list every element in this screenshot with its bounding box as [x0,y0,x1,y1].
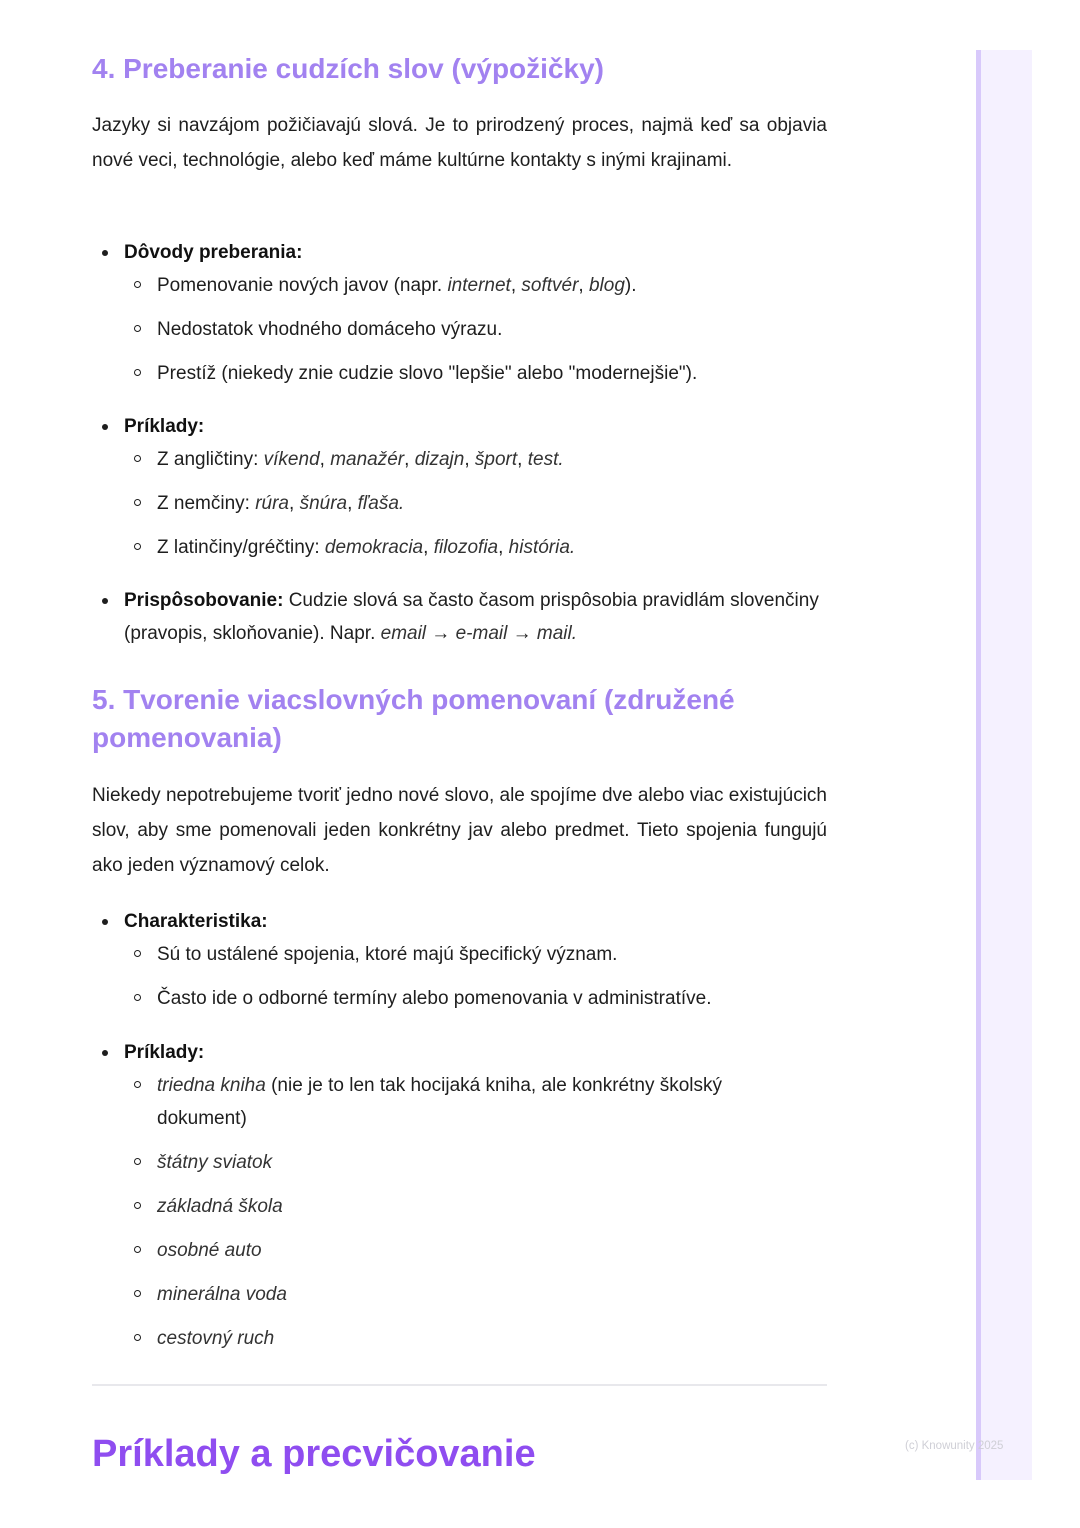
reason-item: Nedostatok vhodného domáceho výrazu. [124,313,827,346]
section-5-heading: 5. Tvorenie viacslovných pomenovaní (združené pomenovania) [92,684,735,753]
example-english: Z angličtiny: víkend, manažér, dizajn, šport, test. [124,443,827,476]
reason-item: Pomenovanie nových javov (napr. internet, softvér, blog). [124,269,827,302]
examples-list [92,410,827,564]
characteristics-sublist [124,938,827,1015]
copyright-watermark: (c) Knowunity 2025 [905,1440,1004,1452]
section-4-heading: 4. Preberanie cudzích slov (výpožičky) [92,53,604,84]
compound-example: cestovný ruch [124,1322,764,1355]
adaptation-label: Prispôsobovanie: [124,590,284,611]
compound-examples-item [92,1036,827,1355]
example-latin-greek: Z latinčiny/gréčtiny: demokracia, filozofia, história. [124,531,827,564]
compound-examples-label: Príklady: [124,1042,205,1063]
compound-example: základná škola [124,1190,764,1223]
examples-item [92,410,827,564]
reasons-label: Dôvody preberania: [124,242,303,263]
adaptation-item: Prispôsobovanie: Cudzie slová sa často časom prispôsobia pravidlám slovenčiny (pravopis, skloňovanie). Napr. email → e-mail → mail. [92,584,827,650]
compound-example: triedna kniha (nie je to len tak hocijaká kniha, ale konkrétny školský dokument) [124,1069,764,1135]
characteristics-label: Charakteristika: [124,911,268,932]
reasons-item [92,236,827,390]
characteristic-item: Často ide o odborné termíny alebo pomenovania v administratíve. [124,982,827,1015]
compound-example: štátny sviatok [124,1146,764,1179]
compound-example: osobné auto [124,1234,764,1267]
compound-examples-list [92,1036,827,1355]
section-divider [92,1384,827,1386]
characteristics-list [92,905,827,1015]
reasons-list [92,236,827,390]
examples-sublist [124,443,827,564]
reasons-sublist [124,269,827,390]
reason-item: Prestíž (niekedy znie cudzie slovo "lepšie" alebo "modernejšie"). [124,357,827,390]
compound-examples-sublist [124,1069,764,1355]
adaptation-list [92,584,827,650]
section-4-intro: Jazyky si navzájom požičiavajú slová. Je to prirodzený proces, najmä keď sa objavia nové veci, technológie, alebo keď máme kultúrne kontakty s inými krajinami. [92,115,827,171]
examples-label: Príklady: [124,416,205,437]
side-panel [976,50,1032,1480]
compound-example: minerálna voda [124,1278,764,1311]
characteristic-item: Sú to ustálené spojenia, ktoré majú špecifický význam. [124,938,827,971]
characteristics-item [92,905,827,1015]
section-5-intro: Niekedy nepotrebujeme tvoriť jedno nové slovo, ale spojíme dve alebo viac existujúcich slov, aby sme pomenovali jeden konkrétny jav alebo predmet. Tieto spojenia fungujú ako jeden významový celok. [92,785,827,876]
practice-heading: Príklady a precvičovanie [92,1433,536,1475]
example-german: Z nemčiny: rúra, šnúra, fľaša. [124,487,827,520]
